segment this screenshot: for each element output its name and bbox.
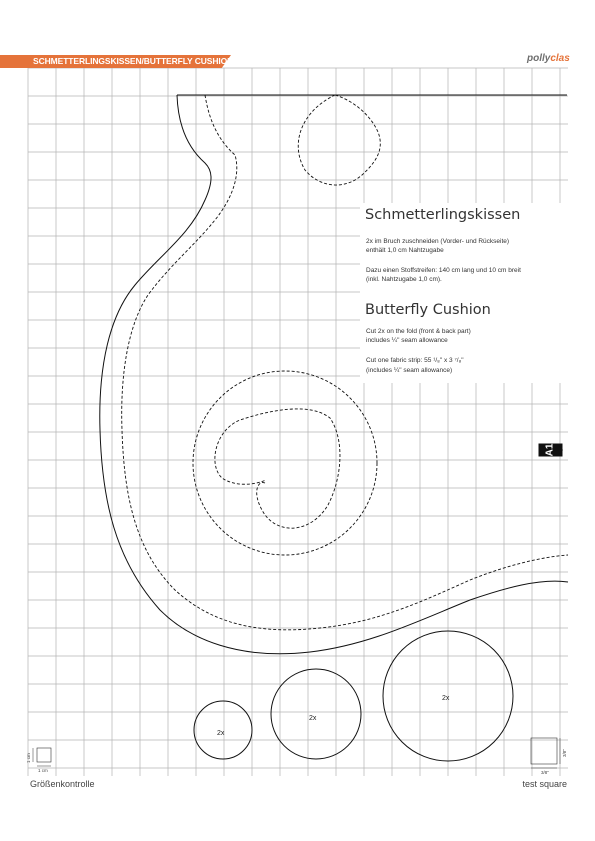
test-square-cm-label: 1 cm xyxy=(38,768,48,773)
page-tab-a1: A1 xyxy=(539,444,563,457)
wing-marking xyxy=(298,95,380,185)
circle-large-count: 2x xyxy=(442,695,450,702)
test-square-inch xyxy=(531,738,567,775)
german-line-4: (inkl. Nahtzugabe 1,0 cm). xyxy=(366,276,442,283)
test-square-cm-label-vertical: 1 cm xyxy=(26,753,31,763)
english-line-4: (includes ¼" seam allowance) xyxy=(366,367,453,374)
cutting-grid xyxy=(28,68,568,776)
dashed-circle-marking xyxy=(193,371,377,555)
german-line-2: enthält 1,0 cm Nahtzugabe xyxy=(366,247,444,254)
pattern-title: SCHMETTERLINGSKISSEN/BUTTERFLY CUSHION xyxy=(33,56,234,66)
brand-prefix: polly xyxy=(527,53,551,64)
page-tab-arrow-icon xyxy=(557,444,563,456)
circle-medium xyxy=(271,669,361,759)
german-line-1: 2x im Bruch zuschneiden (Vorder- und Rückseite) xyxy=(366,238,510,245)
brand-suffix: clas xyxy=(550,53,570,64)
english-line-1: Cut 2x on the fold (front & back part) xyxy=(366,328,471,335)
size-check-label: Größenkontrolle xyxy=(30,779,95,789)
test-square-inch-label: 3/8" xyxy=(541,770,549,775)
test-square-label: test square xyxy=(522,779,567,789)
english-title: Butterfly Cushion xyxy=(365,302,491,318)
german-title: Schmetterlingskissen xyxy=(365,207,521,223)
circle-medium-count: 2x xyxy=(309,715,317,722)
test-square-inch-label-vertical: 3/8" xyxy=(562,749,567,757)
german-line-3: Dazu einen Stoffstreifen: 140 cm lang und 10 cm breit xyxy=(366,267,521,274)
circle-small-count: 2x xyxy=(217,730,225,737)
english-line-2: includes ¼" seam allowance xyxy=(366,337,448,344)
test-square-cm xyxy=(26,748,51,773)
spiral-marking xyxy=(215,409,340,528)
brand-logo xyxy=(527,53,570,64)
english-line-3: Cut one fabric strip: 55 ¹/₈" x 3 ⁷/₈" xyxy=(366,357,464,364)
